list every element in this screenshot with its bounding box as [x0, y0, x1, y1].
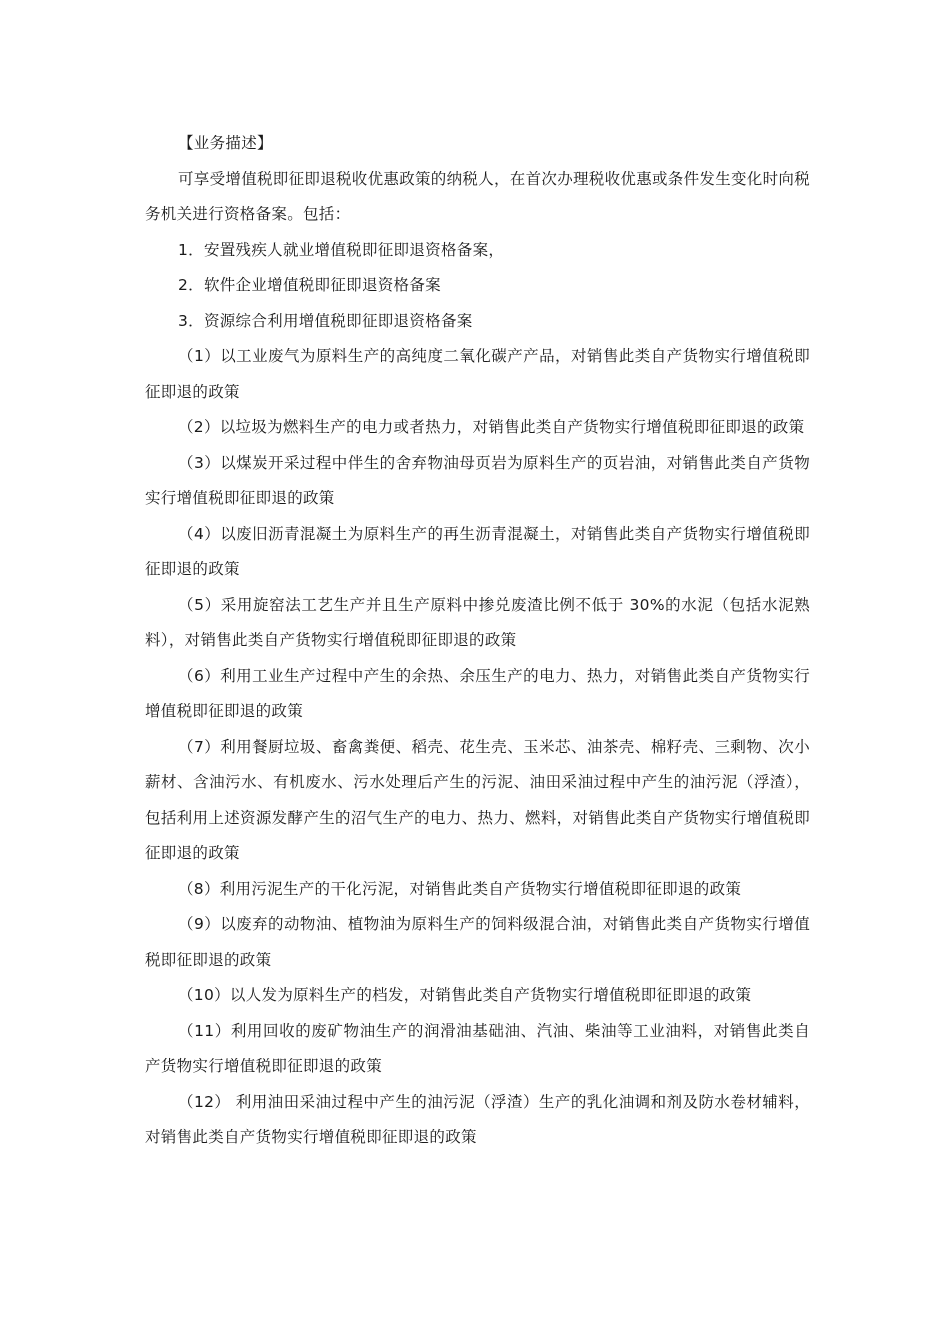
sub-item-7: （7）利用餐厨垃圾、畜禽粪便、稻壳、花生壳、玉米芯、油茶壳、棉籽壳、三剩物、次小薪材、含油污水、有机废水、污水处理后产生的污泥、油田采油过程中产生的油污泥（浮渣），包括利用上述资源发酵产生的沼气生产的电力、热力、燃料，对销售此类自产货物实行增值税即征即退的政策	[145, 737, 810, 862]
intro-paragraph: 可享受增值税即征即退税收优惠政策的纳税人，在首次办理税收优惠或条件发生变化时向税务机关进行资格备案。包括：	[145, 169, 811, 223]
sub-item-5: （5）采用旋窑法工艺生产并且生产原料中掺兑废渣比例不低于 30%的水泥（包括水泥熟料），对销售此类自产货物实行增值税即征即退的政策	[145, 595, 810, 649]
sub-item-3: （3）以煤炭开采过程中伴生的舍弃物油母页岩为原料生产的页岩油，对销售此类自产货物实行增值税即征即退的政策	[145, 453, 810, 507]
sub-item-1: （1）以工业废气为原料生产的高纯度二氧化碳产产品，对销售此类自产货物实行增值税即征即退的政策	[145, 347, 810, 401]
sub-item-4: （4）以废旧沥青混凝土为原料生产的再生沥青混凝土，对销售此类自产货物实行增值税即征即退的政策	[145, 524, 810, 578]
numbered-item-1: 1．安置残疾人就业增值税即征即退资格备案，	[178, 240, 505, 259]
numbered-item-3: 3．资源综合利用增值税即征即退资格备案	[178, 311, 473, 330]
sub-item-10: （10）以人发为原料生产的档发，对销售此类自产货物实行增值税即征即退的政策	[178, 986, 752, 1004]
sub-item-12: （12） 利用油田采油过程中产生的油污泥（浮渣）生产的乳化油调和剂及防水卷材辅料，对销售此类自产货物实行增值税即征即退的政策	[145, 1092, 810, 1146]
section-heading: 【业务描述】	[178, 134, 273, 152]
sub-item-11: （11）利用回收的废矿物油生产的润滑油基础油、汽油、柴油等工业油料，对销售此类自产货物实行增值税即征即退的政策	[145, 1021, 810, 1075]
sub-item-6: （6）利用工业生产过程中产生的余热、余压生产的电力、热力，对销售此类自产货物实行增值税即征即退的政策	[145, 666, 810, 720]
sub-item-8: （8）利用污泥生产的干化污泥，对销售此类自产货物实行增值税即征即退的政策	[178, 879, 742, 898]
sub-item-9: （9）以废弃的动物油、植物油为原料生产的饲料级混合油，对销售此类自产货物实行增值税即征即退的政策	[145, 915, 810, 969]
sub-item-2: （2）以垃圾为燃料生产的电力或者热力，对销售此类自产货物实行增值税即征即退的政策	[178, 418, 805, 436]
document-body	[145, 126, 810, 1156]
numbered-item-2: 2．软件企业增值税即征即退资格备案	[178, 276, 441, 294]
